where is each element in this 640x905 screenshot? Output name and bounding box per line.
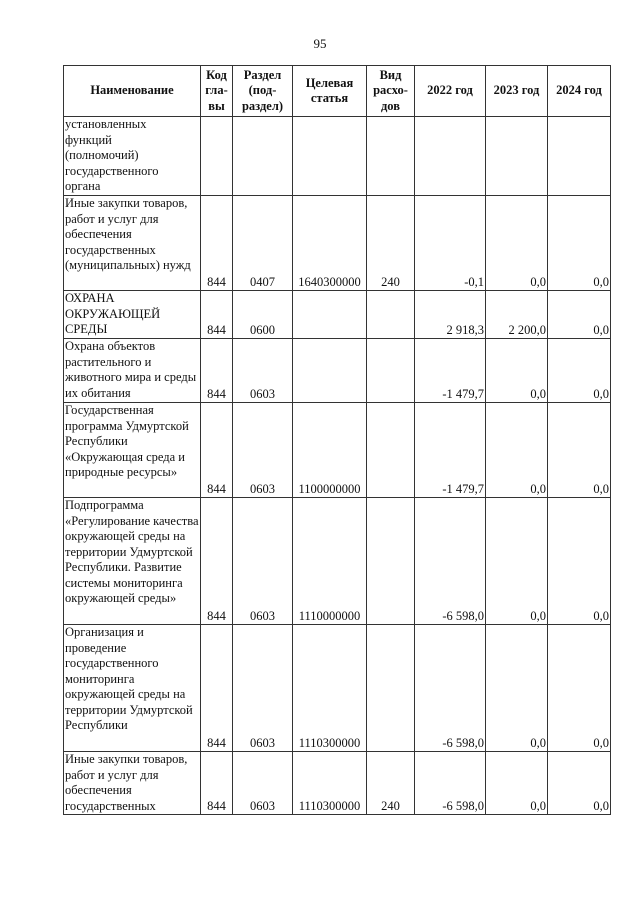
cell-section: 0603 — [233, 625, 293, 752]
cell-2023: 0,0 — [486, 752, 548, 815]
cell-expense — [367, 498, 415, 625]
cell-2024: 0,0 — [548, 752, 611, 815]
cell-name: Иные закупки товаров, работ и услуг для обеспечения государственных (муниципальных) нужд — [64, 196, 201, 291]
cell-2024: 0,0 — [548, 291, 611, 339]
cell-chapter: 844 — [201, 339, 233, 403]
table-row — [64, 196, 611, 291]
cell-name: Государственная программа Удмуртской Республики «Окружающая среда и природные ресурсы» — [64, 403, 201, 498]
cell-2023: 0,0 — [486, 196, 548, 291]
cell-target: 1110000000 — [293, 498, 367, 625]
cell-2023: 0,0 — [486, 339, 548, 403]
page-number: 95 — [313, 36, 327, 51]
cell-chapter: 844 — [201, 752, 233, 815]
cell-chapter: 844 — [201, 498, 233, 625]
cell-name: Иные закупки товаров, работ и услуг для обеспечения государственных — [64, 752, 201, 815]
budget-table — [63, 65, 611, 815]
cell-2022: -1 479,7 — [415, 339, 486, 403]
cell-chapter: 844 — [201, 291, 233, 339]
table-row — [64, 403, 611, 498]
cell-expense — [367, 339, 415, 403]
cell-2024: 0,0 — [548, 498, 611, 625]
header-2024: 2024 год — [548, 66, 611, 117]
cell-section: 0603 — [233, 498, 293, 625]
cell-name: ОХРАНА ОКРУЖАЮЩЕЙ СРЕДЫ — [64, 291, 201, 339]
cell-section — [233, 117, 293, 196]
header-chapter: Код гла-вы — [201, 66, 233, 117]
cell-target: 1640300000 — [293, 196, 367, 291]
cell-chapter: 844 — [201, 403, 233, 498]
cell-target: 1100000000 — [293, 403, 367, 498]
cell-chapter: 844 — [201, 196, 233, 291]
cell-2024 — [548, 117, 611, 196]
cell-name: установленных функций (полномочий) государственного органа — [64, 117, 201, 196]
cell-2022: -6 598,0 — [415, 752, 486, 815]
cell-2024: 0,0 — [548, 625, 611, 752]
cell-target — [293, 291, 367, 339]
cell-2023: 2 200,0 — [486, 291, 548, 339]
cell-expense — [367, 625, 415, 752]
cell-expense: 240 — [367, 196, 415, 291]
header-expense: Вид расхо-дов — [367, 66, 415, 117]
cell-name: Организация и проведение государственного мониторинга окружающей среды на территории Удмуртской Республики — [64, 625, 201, 752]
cell-2022: 2 918,3 — [415, 291, 486, 339]
cell-2023 — [486, 117, 548, 196]
cell-name: Подпрограмма «Регулирование качества окружающей среды на территории Удмуртской Республики. Развитие системы мониторинга окружающей среды» — [64, 498, 201, 625]
cell-expense — [367, 291, 415, 339]
header-section: Раздел (под-раздел) — [233, 66, 293, 117]
cell-2024: 0,0 — [548, 196, 611, 291]
cell-2022: -6 598,0 — [415, 498, 486, 625]
cell-section: 0603 — [233, 403, 293, 498]
table-row — [64, 625, 611, 752]
cell-section: 0407 — [233, 196, 293, 291]
cell-expense — [367, 117, 415, 196]
cell-expense — [367, 403, 415, 498]
cell-section: 0603 — [233, 339, 293, 403]
header-target: Целевая статья — [293, 66, 367, 117]
cell-2022: -1 479,7 — [415, 403, 486, 498]
table-row — [64, 752, 611, 815]
cell-section: 0603 — [233, 752, 293, 815]
cell-chapter: 844 — [201, 625, 233, 752]
cell-target — [293, 339, 367, 403]
cell-section: 0600 — [233, 291, 293, 339]
header-2023: 2023 год — [486, 66, 548, 117]
cell-2024: 0,0 — [548, 339, 611, 403]
table-header-row — [64, 66, 611, 117]
cell-target: 1110300000 — [293, 625, 367, 752]
cell-2022 — [415, 117, 486, 196]
cell-chapter — [201, 117, 233, 196]
header-2022: 2022 год — [415, 66, 486, 117]
header-name: Наименование — [64, 66, 201, 117]
table-row — [64, 498, 611, 625]
cell-2023: 0,0 — [486, 625, 548, 752]
cell-2024: 0,0 — [548, 403, 611, 498]
table-row — [64, 339, 611, 403]
cell-target — [293, 117, 367, 196]
cell-2023: 0,0 — [486, 403, 548, 498]
table-row — [64, 291, 611, 339]
cell-expense: 240 — [367, 752, 415, 815]
cell-2023: 0,0 — [486, 498, 548, 625]
cell-2022: -0,1 — [415, 196, 486, 291]
cell-target: 1110300000 — [293, 752, 367, 815]
cell-name: Охрана объектов растительного и животного мира и среды их обитания — [64, 339, 201, 403]
cell-2022: -6 598,0 — [415, 625, 486, 752]
table-row — [64, 117, 611, 196]
